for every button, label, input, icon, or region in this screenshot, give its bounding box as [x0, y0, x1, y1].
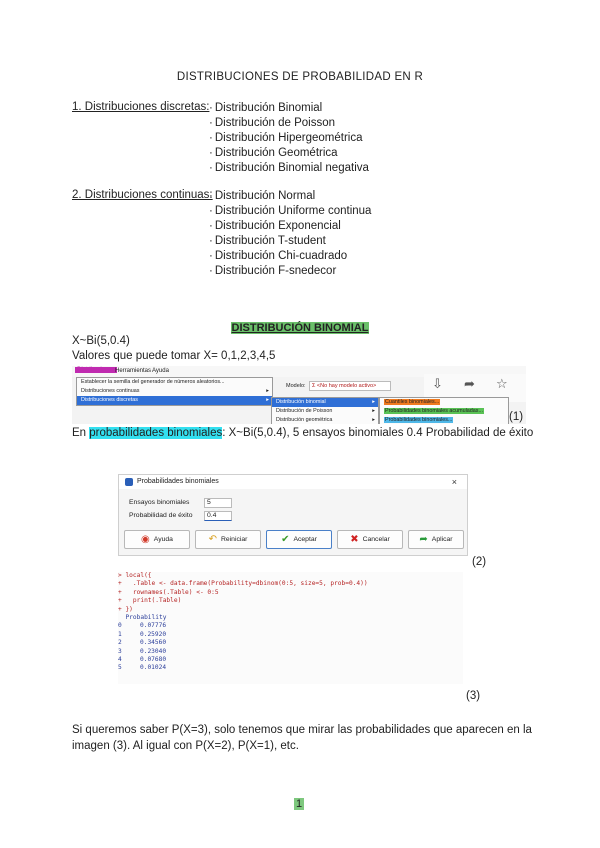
menu-item[interactable]: Distribución geométrica ▸ — [276, 417, 375, 423]
dialog-titlebar: Probabilidades binomiales × — [119, 475, 467, 489]
chevron-right-icon: ▸ — [372, 417, 375, 423]
list-item: · Distribución de Poisson — [209, 116, 369, 131]
continuous-list — [209, 189, 371, 279]
list-item: · Distribución Geométrica — [209, 146, 369, 161]
menu-item[interactable]: Establecer la semilla del generador de números aleatorios... — [81, 379, 225, 385]
ok-button[interactable]: ✔ Aceptar — [266, 530, 332, 549]
list-item: · Distribución Chi-cuadrado — [209, 249, 371, 264]
discrete-heading: 1. Distribuciones discretas: — [72, 101, 210, 113]
output-row: 4 0.07680 — [118, 656, 167, 664]
menu-item[interactable]: Distribuciones continuas ▸ — [81, 388, 269, 394]
page-number: 1 — [296, 798, 303, 810]
menubar-item[interactable]: Distribuciones — [77, 367, 115, 373]
code-line: + }) — [118, 605, 133, 613]
code-line: + print(.Table) — [118, 597, 182, 605]
cancel-button[interactable]: ✖ Cancelar — [337, 530, 403, 549]
chevron-right-icon: ▸ — [372, 399, 375, 405]
arrow-right-icon: ➦ — [419, 534, 428, 545]
binomial-values: Valores que puede tomar X= 0,1,2,3,4,5 — [72, 350, 276, 362]
list-item: · Distribución Normal — [209, 189, 371, 204]
rcmdr-menu-screenshot — [72, 366, 526, 424]
share-icon[interactable]: ➦ — [464, 376, 475, 391]
output-row: 1 0.25920 — [118, 630, 167, 638]
list-item: · Distribución Hipergeométrica — [209, 131, 369, 146]
menu-item[interactable]: Distribuciones discretas ▸ — [77, 396, 272, 405]
caption-1: (1) — [509, 411, 524, 423]
binomial-definition: X~Bi(5,0.4) — [72, 335, 130, 347]
closing-paragraph: Si queremos saber P(X=3), solo tenemos que mirar las probabilidades que aparecen en la imagen (3). Al igual con P(X=2), P(X=1), etc. — [72, 724, 532, 752]
chevron-right-icon: ▸ — [372, 408, 375, 414]
menu-item[interactable]: Probabilidades binomiales... — [385, 417, 453, 423]
menu-item[interactable]: Probabilidades binomiales acumuladas... — [385, 408, 483, 414]
modelo-field[interactable]: Σ <No hay modelo activo> — [309, 381, 391, 391]
binomial-heading: DISTRIBUCIÓN BINOMIAL — [231, 322, 369, 334]
binomial-sentence: En probabilidades binomiales: X~Bi(5,0.4), 5 ensayos binomiales 0.4 Probabilidad de éxito — [72, 427, 534, 439]
list-item: · Distribución Exponencial — [209, 219, 371, 234]
close-icon[interactable]: × — [451, 477, 457, 487]
menu-item[interactable]: Distribución binomial ▸ — [272, 398, 378, 407]
modelo-label: Modelo: — [286, 383, 306, 389]
prob-label: Probabilidad de éxito — [129, 512, 193, 519]
binomial-submenu — [379, 397, 509, 424]
prob-input[interactable]: 0.4 — [204, 511, 232, 521]
list-item: · Distribución Uniforme continua — [209, 204, 371, 219]
caption-2: (2) — [472, 556, 487, 568]
trials-input[interactable]: 5 — [204, 498, 232, 508]
document-title: DISTRIBUCIONES DE PROBABILIDAD EN R — [176, 71, 424, 83]
menubar-item[interactable]: Herramientas — [115, 368, 152, 374]
highlight: probabilidades binomiales — [89, 427, 223, 439]
chevron-right-icon: ▸ — [266, 397, 269, 403]
menubar-item[interactable]: Ayuda — [152, 368, 169, 374]
apply-button[interactable]: ➦ Aplicar — [408, 530, 464, 549]
output-row: 5 0.01024 — [118, 664, 167, 672]
star-icon[interactable]: ☆ — [496, 376, 508, 391]
trials-label: Ensayos binomiales — [129, 499, 190, 506]
chevron-right-icon: ▸ — [266, 388, 269, 394]
download-icon[interactable]: ⇩ — [432, 376, 443, 391]
distributions-menu — [76, 377, 273, 406]
menu-item[interactable]: Cuantiles binomiales... — [385, 399, 440, 405]
output-row: 3 0.23040 — [118, 647, 167, 655]
list-item: · Distribución Binomial — [209, 101, 369, 116]
code-line: > local({ — [118, 572, 152, 579]
r-console-output — [118, 572, 463, 684]
undo-icon: ↶ — [208, 534, 217, 545]
output-row: 2 0.34560 — [118, 639, 167, 647]
check-icon: ✔ — [281, 534, 290, 545]
caption-3: (3) — [466, 690, 481, 702]
code-line: + .Table <- data.frame(Probability=dbinom(0:5, size=5, prob=0.4)) — [118, 580, 368, 588]
continuous-heading: 2. Distribuciones continuas: — [72, 189, 213, 201]
code-line: + rownames(.Table) <- 0:5 — [118, 588, 219, 596]
list-item: · Distribución T-student — [209, 234, 371, 249]
list-item: · Distribución F-snedecor — [209, 264, 371, 279]
output-row: 0 0.07776 — [118, 622, 167, 630]
discrete-list — [209, 101, 369, 176]
output-header: Probability — [118, 614, 167, 622]
discrete-submenu — [271, 397, 379, 424]
x-icon: ✖ — [350, 534, 359, 545]
lifebuoy-icon: ◉ — [141, 534, 150, 545]
r-logo-icon — [125, 478, 133, 486]
menu-item[interactable]: Distribución de Poisson ▸ — [276, 408, 375, 414]
reset-button[interactable]: ↶ Reiniciar — [195, 530, 261, 549]
list-item: · Distribución Binomial negativa — [209, 161, 369, 176]
binomial-dialog — [118, 474, 468, 556]
help-button[interactable]: ◉ Ayuda — [124, 530, 190, 549]
